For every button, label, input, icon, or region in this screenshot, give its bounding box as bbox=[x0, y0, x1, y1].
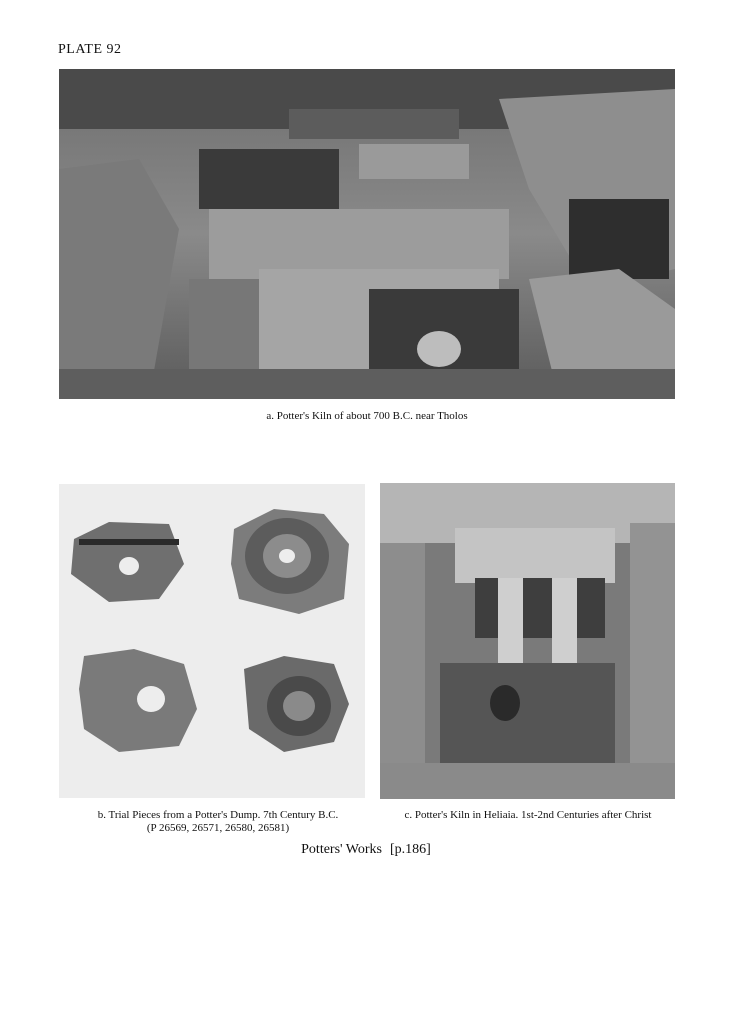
photo-kiln-near-tholos bbox=[59, 69, 675, 399]
photo-kiln-near-tholos-image bbox=[59, 69, 675, 399]
photo-trial-pieces-image bbox=[59, 484, 365, 798]
photo-trial-pieces bbox=[59, 484, 365, 798]
footer-page-ref: [p.186] bbox=[390, 842, 431, 857]
footer-title-text: Potters' Works bbox=[301, 842, 383, 857]
caption-a: a. Potter's Kiln of about 700 B.C. near Tholos bbox=[266, 410, 468, 422]
photo-kiln-heliaia bbox=[380, 483, 675, 799]
caption-b bbox=[68, 809, 368, 835]
plate-label: PLATE 92 bbox=[58, 42, 122, 57]
caption-b-line2: (P 26569, 26571, 26580, 26581) bbox=[146, 822, 290, 834]
caption-b-line1: b. Trial Pieces from a Potter's Dump. 7th Century B.C. bbox=[97, 809, 339, 821]
footer-title bbox=[0, 842, 732, 858]
caption-c: c. Potter's Kiln in Heliaia. 1st-2nd Centuries after Christ bbox=[404, 809, 652, 821]
photo-kiln-heliaia-image bbox=[380, 483, 675, 799]
